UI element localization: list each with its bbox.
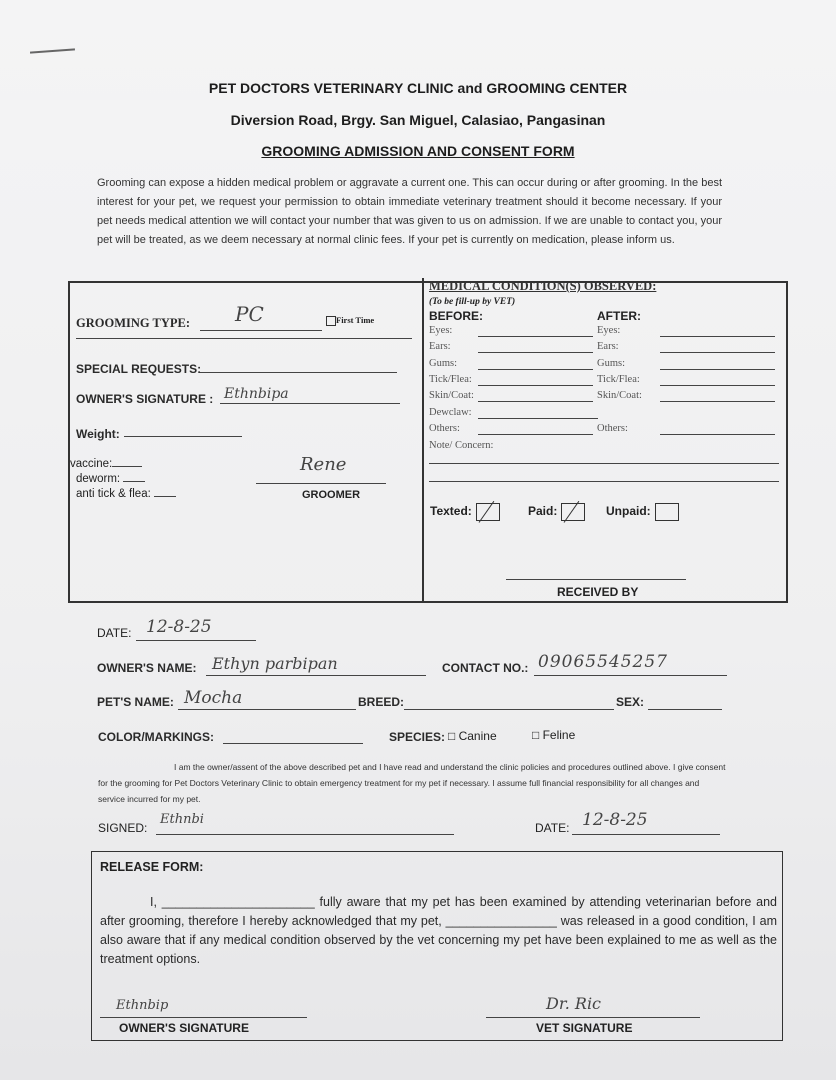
grooming-type-label: GROOMING TYPE: [76, 316, 191, 330]
unpaid-checkbox[interactable]: Unpaid: [606, 503, 679, 521]
after-field-label: Gums: [597, 358, 626, 369]
before-field-line[interactable] [478, 434, 593, 435]
consent-text: I am the owner/assent of the above described pet and I have read and understand the clinic policies and procedures outlined above. I give consent for the grooming for Pet Doctors Veterinary Clinic to obtain emergency treatment for my pet if necessary. I assume full financial responsibility for all changes and service incurred for my pet. [98, 762, 726, 804]
after-field-label: Others: [597, 423, 628, 434]
before-field-line[interactable] [478, 418, 598, 419]
owner-signature-line[interactable] [100, 1017, 307, 1018]
sex-label: SEX: [616, 695, 645, 709]
antitick-label: anti tick & flea: [76, 488, 176, 500]
note-line-1[interactable] [429, 463, 779, 464]
date-value: 12-8-25 [146, 617, 212, 637]
signed-date-field[interactable] [572, 834, 720, 835]
contact-label: CONTACT NO.: [442, 661, 529, 675]
deworm-label: deworm: [76, 473, 145, 485]
note-concern-label: Note/ Concern: [429, 440, 494, 451]
medical-title: MEDICAL CONDITION(S) OBSERVED: [429, 279, 657, 293]
signed-date-value: 12-8-25 [582, 810, 648, 830]
release-owner-signature-label: OWNER'S SIGNATURE [119, 1021, 249, 1035]
signed-date-label: DATE: [535, 821, 570, 835]
grooming-type-field[interactable] [200, 330, 322, 331]
vaccine-label: vaccine: [70, 458, 142, 470]
color-markings-label: COLOR/MARKINGS: [98, 730, 214, 744]
after-field-label: Ears: [597, 341, 619, 352]
before-field-label: Eyes: [429, 325, 453, 336]
before-field-label: Skin/Coat: [429, 390, 474, 401]
weight-label: Weight: [76, 427, 120, 441]
before-field-label: Tick/Flea: [429, 374, 472, 385]
before-field-label: Others: [429, 423, 460, 434]
after-field-line[interactable] [660, 369, 775, 370]
before-field-line[interactable] [478, 369, 593, 370]
clinic-name: PET DOCTORS VETERINARY CLINIC and GROOMING CENTER [208, 80, 628, 96]
before-field-line[interactable] [478, 385, 593, 386]
pet-name-value: Mocha [184, 688, 243, 708]
owner-name-label: OWNER'S NAME: [97, 661, 197, 675]
contact-value: 09065545257 [538, 652, 668, 672]
release-text: I, ______________________ fully aware that my pet has been examined by attending veterinarian before and after grooming, therefore I hereby acknowledged that my pet, ________________ was released in a good condition, I am also aware that if any medical condition observed by the vet concerning my pet have been explained to me as well as the treatment options. [100, 895, 777, 966]
before-field-line[interactable] [478, 352, 593, 353]
box-divider [422, 278, 424, 601]
after-field-line[interactable] [660, 385, 775, 386]
grooming-type-value: PC [235, 302, 264, 326]
date-field[interactable] [136, 640, 256, 641]
medical-subtitle: (To be fill-up by VET) [429, 297, 516, 307]
pet-name-label: PET'S NAME: [97, 695, 174, 709]
pen-mark [30, 48, 75, 53]
before-field-line[interactable] [478, 336, 593, 337]
special-requests-field[interactable] [200, 372, 397, 373]
groomer-label: GROOMER [302, 489, 361, 501]
first-time-label: First Time [336, 315, 375, 325]
after-field-line[interactable] [660, 336, 775, 337]
pet-name-field[interactable] [178, 709, 356, 710]
special-requests-label: SPECIAL REQUESTS: [76, 362, 202, 376]
grooming-type-extra-line [76, 338, 412, 339]
signed-value: Ethnbi [160, 812, 204, 827]
first-time-checkbox[interactable] [326, 315, 374, 326]
owner-signature-label: OWNER'S SIGNATURE : [76, 392, 214, 406]
groomer-line [256, 483, 386, 484]
texted-check-mark [476, 503, 500, 521]
vet-signature-label: VET SIGNATURE [536, 1021, 633, 1035]
breed-field[interactable] [404, 709, 614, 710]
note-line-2[interactable] [429, 481, 779, 482]
intro-text: Grooming can expose a hidden medical problem or aggravate a current one. This can occur during or after grooming. In the best interest for your pet, we request your permission to obtain immediate veterinary treatment should it become necessary. If your pet needs medical attention we will contact your number that was given to us on admission. If we are unable to contact you, your pet will be treated, as we deem necessary at normal clinic fees. If your pet is currently on medication, please inform us. [97, 177, 722, 246]
after-label: AFTER: [597, 309, 641, 323]
species-label: SPECIES: [389, 730, 446, 744]
owner-name-value: Ethyn parbipan [212, 654, 338, 673]
paid-checkbox[interactable]: Paid: [528, 503, 585, 521]
contact-field[interactable] [534, 675, 727, 676]
after-field-label: Skin/Coat: [597, 390, 642, 401]
received-by-label: RECEIVED BY [557, 585, 639, 599]
before-field-label: Gums: [429, 358, 458, 369]
after-field-label: Eyes: [597, 325, 621, 336]
after-field-label: Tick/Flea: [597, 374, 640, 385]
canine-checkbox[interactable]: □ Canine [448, 729, 497, 743]
before-field-label: Dewclaw: [429, 407, 472, 418]
owner-signature-field[interactable] [220, 403, 400, 404]
after-field-line[interactable] [660, 352, 775, 353]
feline-checkbox[interactable]: □ Feline [532, 728, 576, 742]
clinic-address: Diversion Road, Brgy. San Miguel, Calasiao, Pangasinan [230, 112, 606, 128]
groomer-value: Rene [300, 454, 347, 475]
breed-label: BREED: [358, 695, 405, 709]
color-markings-field[interactable] [223, 743, 363, 744]
received-by-line [506, 579, 686, 580]
signed-field[interactable] [156, 834, 454, 835]
before-field-label: Ears: [429, 341, 451, 352]
after-field-line[interactable] [660, 401, 775, 402]
weight-field[interactable] [124, 436, 242, 437]
before-field-line[interactable] [478, 401, 593, 402]
before-label: BEFORE: [429, 309, 483, 323]
signed-label: SIGNED: [98, 821, 148, 835]
after-field-line[interactable] [660, 434, 775, 435]
owner-name-field[interactable] [206, 675, 426, 676]
release-owner-signature-value: Ethnbip [116, 998, 169, 1013]
vet-signature-line[interactable] [486, 1017, 700, 1018]
texted-checkbox[interactable]: Texted: [430, 503, 500, 521]
owner-signature-value: Ethnbipa [224, 386, 289, 402]
form-title: GROOMING ADMISSION AND CONSENT FORM [261, 143, 575, 159]
vet-signature-value: Dr. Ric [546, 994, 602, 1013]
date-label: DATE: [97, 626, 132, 640]
release-title: RELEASE FORM: [100, 860, 204, 874]
sex-field[interactable] [648, 709, 722, 710]
paid-check-mark [561, 503, 585, 521]
